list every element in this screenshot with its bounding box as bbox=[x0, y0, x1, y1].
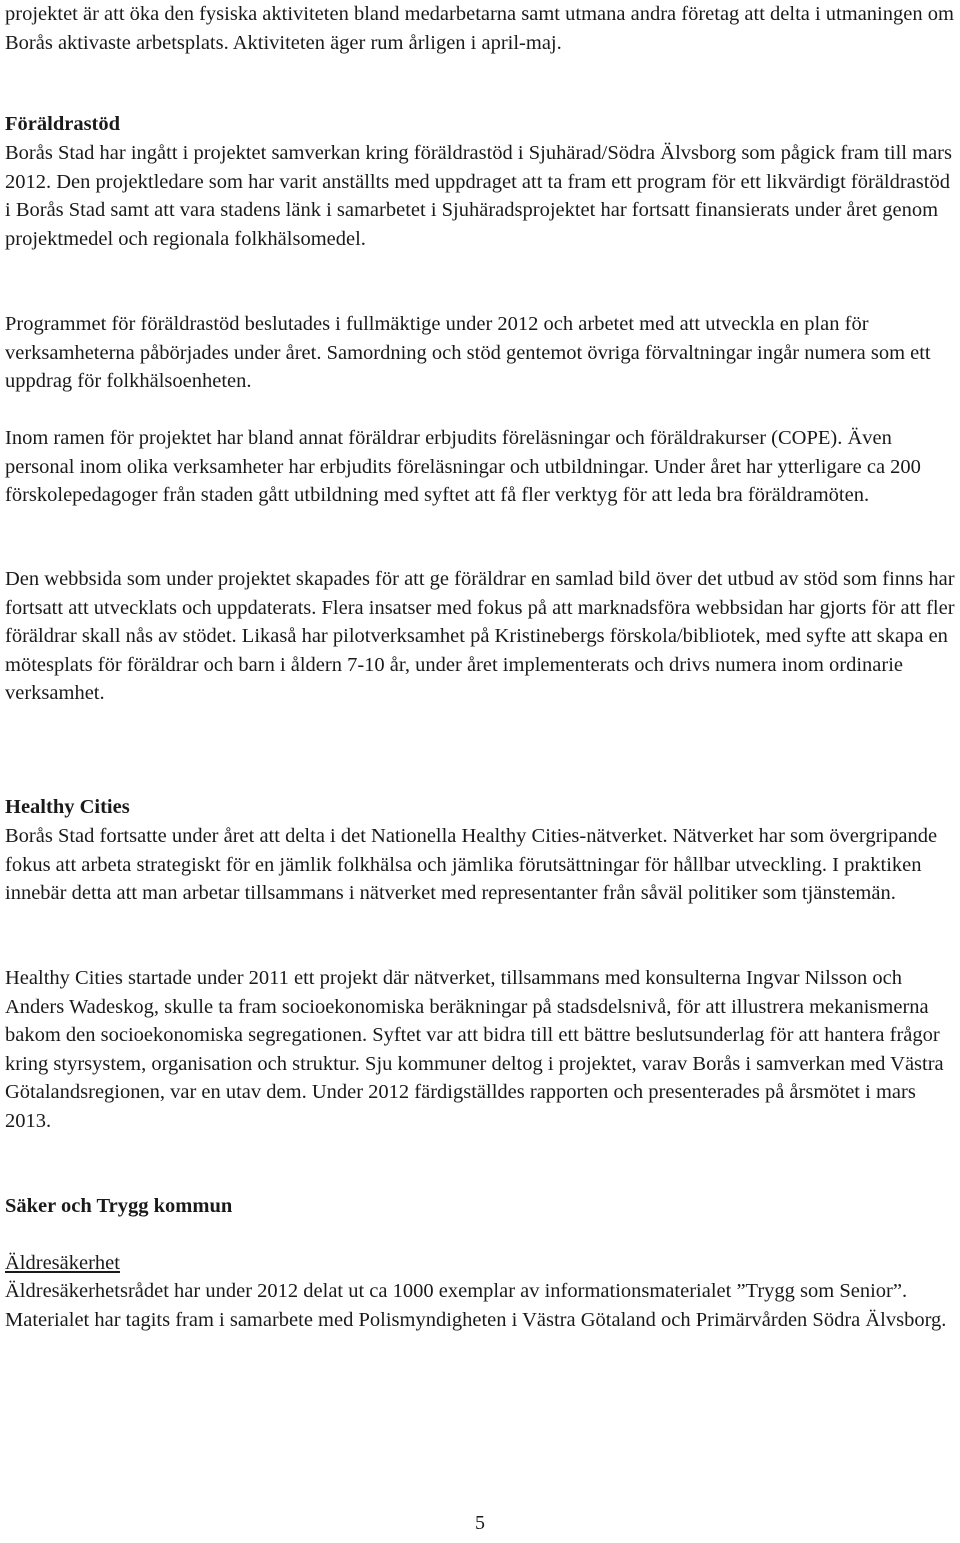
healthy-cities-paragraph-1: Borås Stad fortsatte under året att delta i det Nationella Healthy Cities-nätverket. Nätverket har som övergripande fokus att arbeta strategiskt för en jämlik folkhälsa och jämlika förutsättningar för hållbar utveckling. I praktiken innebär detta att man arbetar tillsammans i nätverket med representanter från såväl politiker som tjänstemän. bbox=[5, 825, 938, 905]
section-heading-healthy-cities: Healthy Cities bbox=[5, 796, 130, 818]
foraldrastod-paragraph-1: Borås Stad har ingått i projektet samverkan kring föräldrastöd i Sjuhärad/Södra Älvsborg som pågick fram till mars 2012. Den projektledare som har varit anställts med uppdraget att ta fram ett program för ett likvärdigt föräldrastöd i Borås Stad samt att vara stadens länk i samarbetet i Sjuhäradsprojektet har fortsatt finansierats under året genom projektmedel och regionala folkhälsomedel. bbox=[5, 142, 952, 250]
subheading-aldresakerhet: Äldresäkerhet bbox=[5, 1252, 120, 1274]
aldresakerhet-paragraph: Äldresäkerhetsrådet har under 2012 delat ut ca 1000 exemplar av informationsmaterialet ”Trygg som Senior”. Materialet har tagits fram i samarbete med Polismyndigheten i Västra Götaland och Primärvården Södra Älvsborg. bbox=[5, 1280, 947, 1331]
section-heading-foraldrastod: Föräldrastöd bbox=[5, 113, 121, 135]
foraldrastod-paragraph-3: Inom ramen för projektet har bland annat föräldrar erbjudits föreläsningar och föräldrakurser (COPE). Även personal inom olika verksamheter har erbjudits föreläsningar och utbildningar. Under året har ytterligare ca 200 förskolepedagoger från staden gått utbildning med syftet att få fler verktyg för att leda bra föräldramöten. bbox=[5, 427, 921, 507]
foraldrastod-paragraph-2: Programmet för föräldrastöd beslutades i fullmäktige under 2012 och arbetet med att utveckla en plan för verksamheterna påbörjades under året. Samordning och stöd gentemot övriga förvaltningar ingår numera som ett uppdrag för folkhälsoenheten. bbox=[5, 313, 931, 393]
page-number: 5 bbox=[475, 1512, 485, 1534]
healthy-cities-paragraph-2: Healthy Cities startade under 2011 ett projekt där nätverket, tillsammans med konsulterna Ingvar Nilsson och Anders Wadeskog, skulle ta fram socioekonomiska beräkningar på stadsdelsnivå, för att illustrera mekanismerna bakom den socioekonomiska segregationen. Syftet var att bidra till ett bättre beslutsunderlag för att hantera frågor kring styrsystem, organisation och struktur. Sju kommuner deltog i projektet, varav Borås i samverkan med Västra Götalandsregionen, var en utav dem. Under 2012 färdigställdes rapporten och presenterades på årsmötet i mars 2013. bbox=[5, 967, 944, 1132]
intro-paragraph: projektet är att öka den fysiska aktiviteten bland medarbetarna samt utmana andra företag att delta i utmaningen om Borås aktivaste arbetsplats. Aktiviteten äger rum årligen i april-maj. bbox=[5, 3, 954, 54]
section-heading-saker-trygg: Säker och Trygg kommun bbox=[5, 1195, 233, 1217]
foraldrastod-paragraph-4: Den webbsida som under projektet skapades för att ge föräldrar en samlad bild över det utbud av stöd som finns har fortsatt att utvecklats och uppdaterats. Flera insatser med fokus på att marknadsföra webbsidan har gjorts för att fler föräldrar skall nås av stödet. Likaså har pilotverksamhet på Kristinebergs förskola/bibliotek, med syfte att skapa en mötesplats för föräldrar och barn i åldern 7-10 år, under året implementerats och drivs numera inom ordinarie verksamhet. bbox=[5, 568, 955, 705]
